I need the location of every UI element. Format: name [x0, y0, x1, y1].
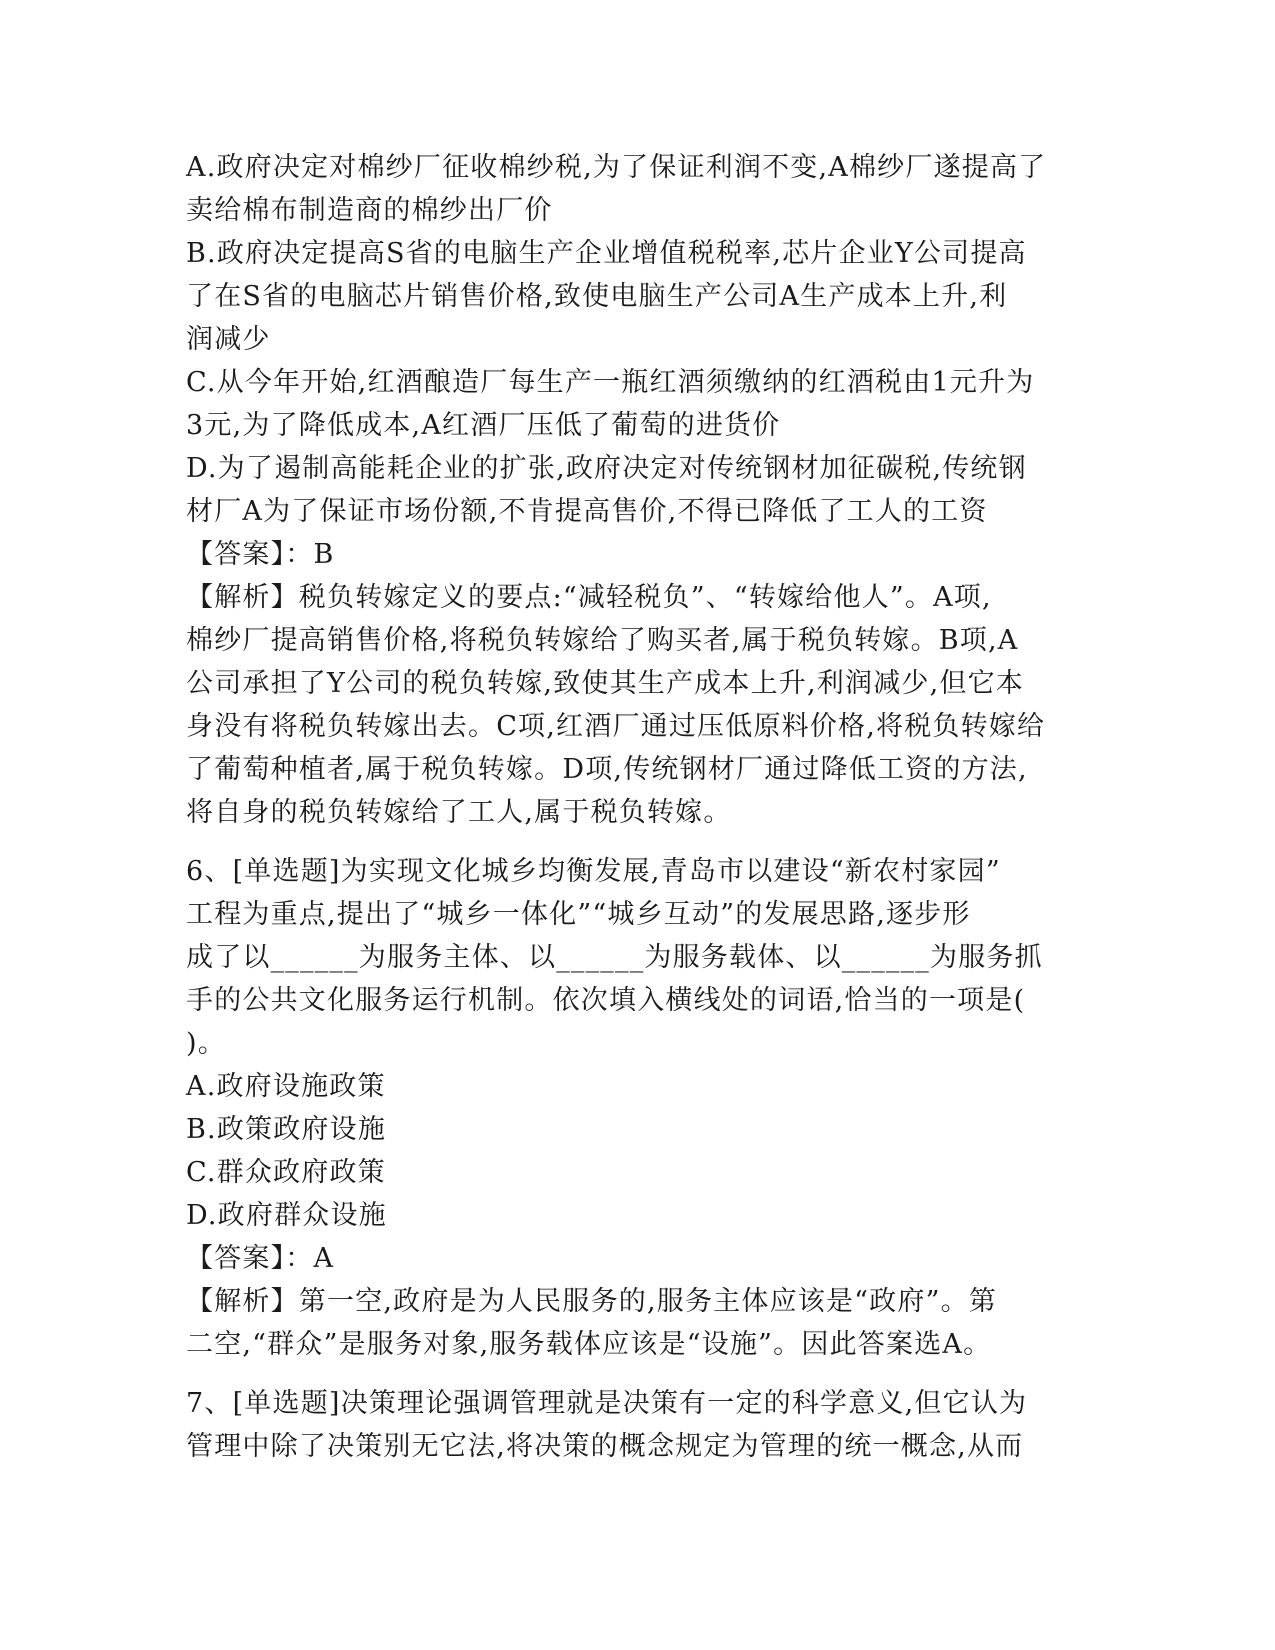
paragraph-gap: [186, 1366, 1086, 1382]
q6-option-d: D.政府群众设施: [186, 1200, 387, 1231]
text-line: 了在S省的电脑芯片销售价格,致使电脑生产公司A生产成本上升,利: [186, 281, 1008, 312]
q6-option-b: B.政策政府设施: [186, 1114, 387, 1145]
q6-option-c: C.群众政府政策: [186, 1157, 386, 1188]
text-line: 手的公共文化服务运行机制。依次填入横线处的词语,恰当的一项是(: [186, 985, 1026, 1016]
text-line: 公司承担了Y公司的税负转嫁,致使其生产成本上升,利润减少,但它本: [186, 668, 1024, 699]
q7-stem: [186, 1382, 1086, 1468]
text-line: 7、[单选题]决策理论强调管理就是决策有一定的科学意义,但它认为: [186, 1388, 1028, 1419]
text-line: 卖给棉布制造商的棉纱出厂价: [186, 195, 553, 226]
text-line: B.政府决定提高S省的电脑生产企业增值税税率,芯片企业Y公司提高: [186, 238, 1027, 269]
text-line: )。: [186, 1028, 226, 1059]
text-line: 了葡萄种植者,属于税负转嫁。D项,传统钢材厂通过降低工资的方法,: [186, 754, 1028, 785]
text-line: D.为了遏制高能耗企业的扩张,政府决定对传统钢材加征碳税,传统钢: [186, 453, 1027, 484]
q5-option-d: [186, 447, 1086, 533]
text-line: 6、[单选题]为实现文化城乡均衡发展,青岛市以建设“新农村家园”: [186, 856, 1001, 887]
text-line: 润减少: [186, 324, 271, 355]
text-line: A.政府决定对棉纱厂征收棉纱税,为了保证利润不变,A棉纱厂遂提高了: [186, 152, 1047, 183]
paragraph-gap: [186, 834, 1086, 850]
q6-stem: [186, 850, 1086, 1065]
q6-option-a: A.政府设施政策: [186, 1071, 386, 1102]
q5-option-c: [186, 361, 1086, 447]
q6-options: [186, 1065, 1086, 1237]
text-line: C.从今年开始,红酒酿造厂每生产一瓶红酒须缴纳的红酒税由1元升为: [186, 367, 1035, 398]
text-line: 【解析】第一空,政府是为人民服务的,服务主体应该是“政府”。第: [186, 1286, 997, 1317]
text-line: 3元,为了降低成本,A红酒厂压低了葡萄的进货价: [186, 410, 781, 441]
q5-answer: 【答案】：B: [186, 539, 335, 570]
text-line: 管理中除了决策别无它法,将决策的概念规定为管理的统一概念,从而: [186, 1431, 1024, 1462]
q6-answer: 【答案】：A: [186, 1243, 335, 1274]
q5-option-a: [186, 146, 1086, 232]
text-line: 将自身的税负转嫁给了工人,属于税负转嫁。: [186, 797, 732, 828]
text-line: 成了以______为服务主体、以______为服务载体、以______为服务抓: [186, 942, 1043, 973]
q5-option-b: [186, 232, 1086, 361]
document-body: [186, 146, 1086, 1468]
text-line: 身没有将税负转嫁出去。C项,红酒厂通过压低原料价格,将税负转嫁给: [186, 711, 1046, 742]
q5-analysis: [186, 576, 1086, 834]
text-line: 工程为重点,提出了“城乡一体化”“城乡互动”的发展思路,逐步形: [186, 899, 971, 930]
text-line: 【解析】税负转嫁定义的要点:“减轻税负”、“转嫁给他人”。A项,: [186, 582, 992, 613]
text-line: 材厂A为了保证市场份额,不肯提高售价,不得已降低了工人的工资: [186, 496, 988, 527]
q6-analysis: [186, 1280, 1086, 1366]
text-line: 二空,“群众”是服务对象,服务载体应该是“设施”。因此答案选A。: [186, 1329, 992, 1360]
text-line: 棉纱厂提高销售价格,将税负转嫁给了购买者,属于税负转嫁。B项,A: [186, 625, 1019, 656]
